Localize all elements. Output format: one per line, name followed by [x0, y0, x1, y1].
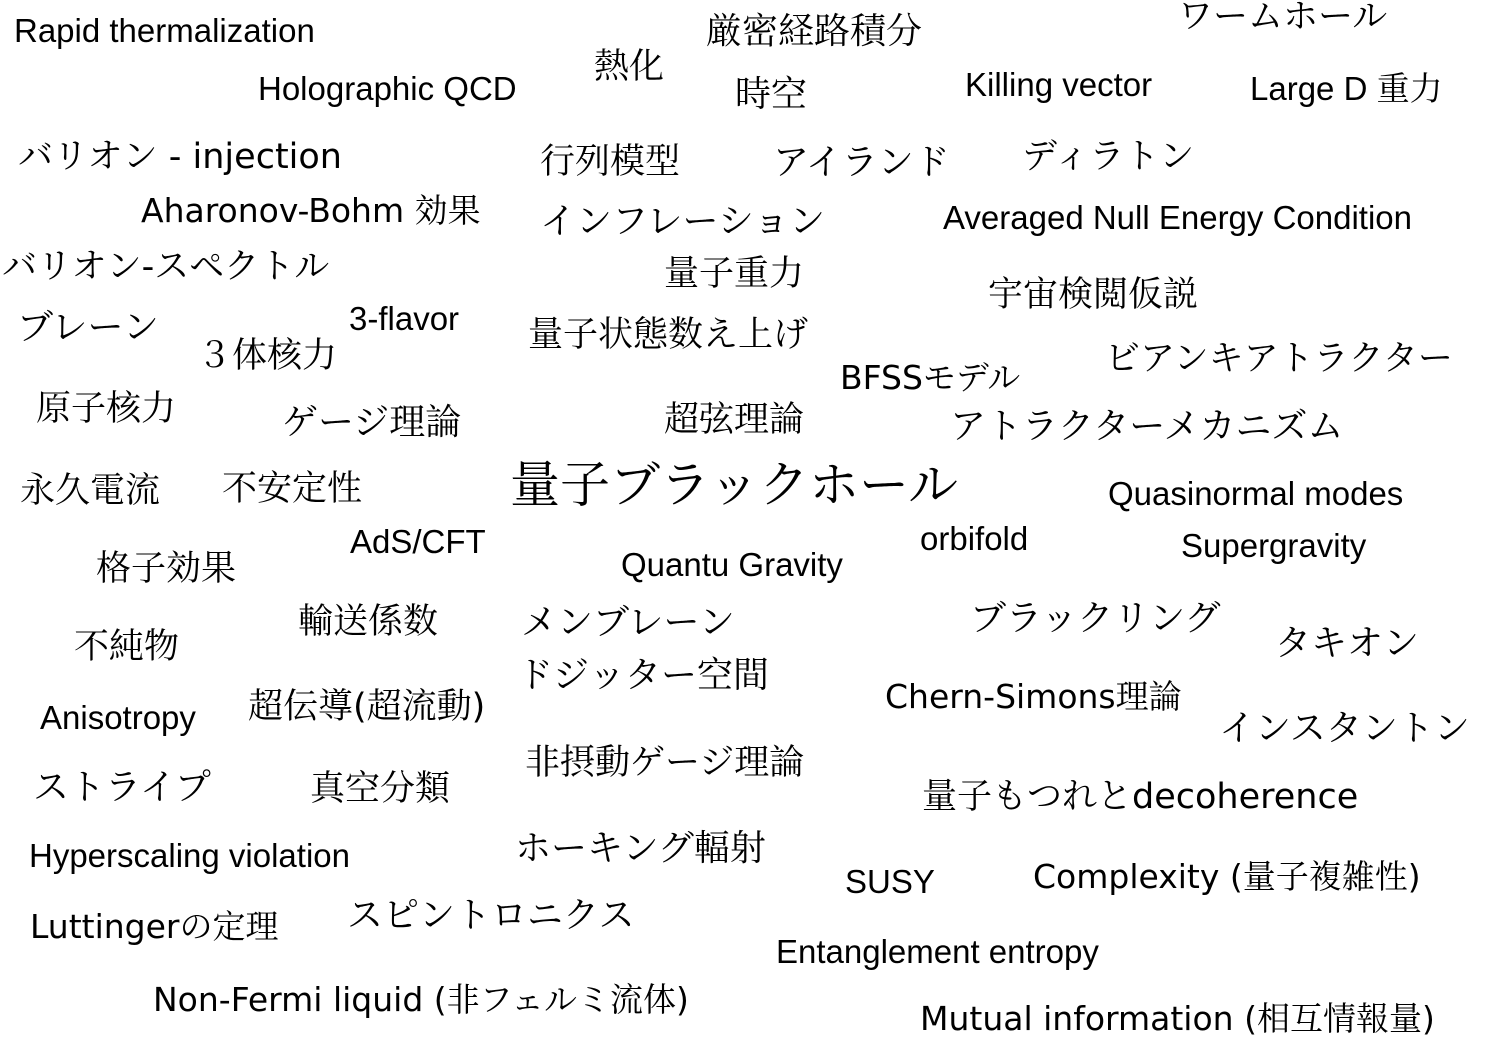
word-orbifold: orbifold	[920, 520, 1029, 557]
word-impurity: 不純物	[74, 627, 180, 667]
word-stripe: ストライプ	[33, 767, 211, 808]
word-de-sitter-space: ドジッター空間	[517, 655, 770, 696]
word-quasinormal-modes: Quasinormal modes	[1108, 475, 1404, 512]
word-genmitsu-keiro-sekibun: 厳密経路積分	[706, 11, 923, 52]
word-nonperturbative-gauge: 非摂動ゲージ理論	[525, 743, 805, 783]
word-baryon-injection: バリオン - injection	[18, 137, 342, 177]
word-quantum-black-hole: 量子ブラックホール	[510, 456, 958, 514]
word-netsuka: 熱化	[594, 47, 665, 87]
word-entanglement-decoherence: 量子もつれとdecoherence	[922, 777, 1359, 817]
word-mutual-information: Mutual information (相互情報量)	[920, 999, 1435, 1038]
word-cosmic-censorship: 宇宙検閲仮説	[988, 275, 1199, 315]
word-wormhole: ワームホール	[1178, 0, 1388, 37]
word-large-d-gravity: Large D 重力	[1250, 70, 1443, 107]
word-quantu-gravity: Quantu Gravity	[621, 546, 843, 583]
word-transport-coefficient: 輸送係数	[298, 602, 439, 642]
word-quantum-gravity-jp: 量子重力	[664, 254, 805, 294]
word-spintronics: スピントロニクス	[347, 895, 635, 936]
word-bianchi-attractor: ビアンキアトラクター	[1105, 339, 1453, 379]
word-gauge-theory: ゲージ理論	[282, 402, 462, 443]
word-luttinger-theorem: Luttingerの定理	[30, 907, 279, 946]
word-attractor-mechanism: アトラクターメカニズム	[950, 406, 1344, 447]
word-inflation: インフレーション	[540, 201, 826, 242]
word-jikuu: 時空	[735, 74, 808, 115]
word-quantum-state-counting: 量子状態数え上げ	[528, 315, 809, 355]
word-tachyon: タキオン	[1275, 623, 1420, 664]
word-dilaton: ディラトン	[1022, 137, 1195, 177]
word-anec: Averaged Null Energy Condition	[943, 199, 1413, 236]
word-membrane: メンブレーン	[521, 602, 735, 643]
word-lattice-effect: 格子効果	[96, 549, 237, 589]
word-instanton: インスタントン	[1219, 708, 1470, 749]
word-vacuum-classification: 真空分類	[310, 769, 451, 809]
word-brane: ブレーン	[17, 307, 159, 348]
word-superstring-theory: 超弦理論	[664, 400, 805, 440]
word-killing-vector: Killing vector	[965, 66, 1153, 103]
word-persistent-current: 永久電流	[20, 471, 161, 511]
word-hyperscaling-violation: Hyperscaling violation	[29, 837, 350, 874]
word-matrix-model: 行列模型	[540, 142, 681, 182]
word-bfss-model: BFSSモデル	[840, 358, 1021, 397]
word-chern-simons-theory: Chern-Simons理論	[885, 677, 1182, 716]
word-entanglement-entropy: Entanglement entropy	[776, 933, 1099, 970]
word-non-fermi-liquid: Non-Fermi liquid (非フェルミ流体)	[153, 980, 689, 1019]
word-superconductivity: 超伝導(超流動)	[248, 687, 486, 727]
word-3-flavor: 3-flavor	[349, 300, 460, 337]
word-complexity: Complexity (量子複雑性)	[1033, 857, 1421, 896]
word-supergravity: Supergravity	[1181, 527, 1367, 564]
word-black-ring: ブラックリング	[970, 598, 1221, 639]
word-hawking-radiation: ホーキング輻射	[515, 828, 766, 869]
word-ads-cft: AdS/CFT	[350, 523, 486, 560]
word-instability: 不安定性	[222, 469, 363, 509]
word-baryon-spectrum: バリオン-スペクトル	[2, 247, 330, 287]
word-three-body-force: ３体核力	[197, 336, 338, 376]
word-rapid-thermalization: Rapid thermalization	[14, 12, 315, 49]
word-anisotropy: Anisotropy	[40, 699, 196, 736]
word-holographic-qcd: Holographic QCD	[258, 70, 517, 107]
word-nuclear-force: 原子核力	[36, 389, 177, 429]
word-susy: SUSY	[845, 863, 935, 900]
word-aharonov-bohm: Aharonov-Bohm 効果	[141, 191, 481, 230]
word-island: アイランド	[773, 142, 950, 183]
